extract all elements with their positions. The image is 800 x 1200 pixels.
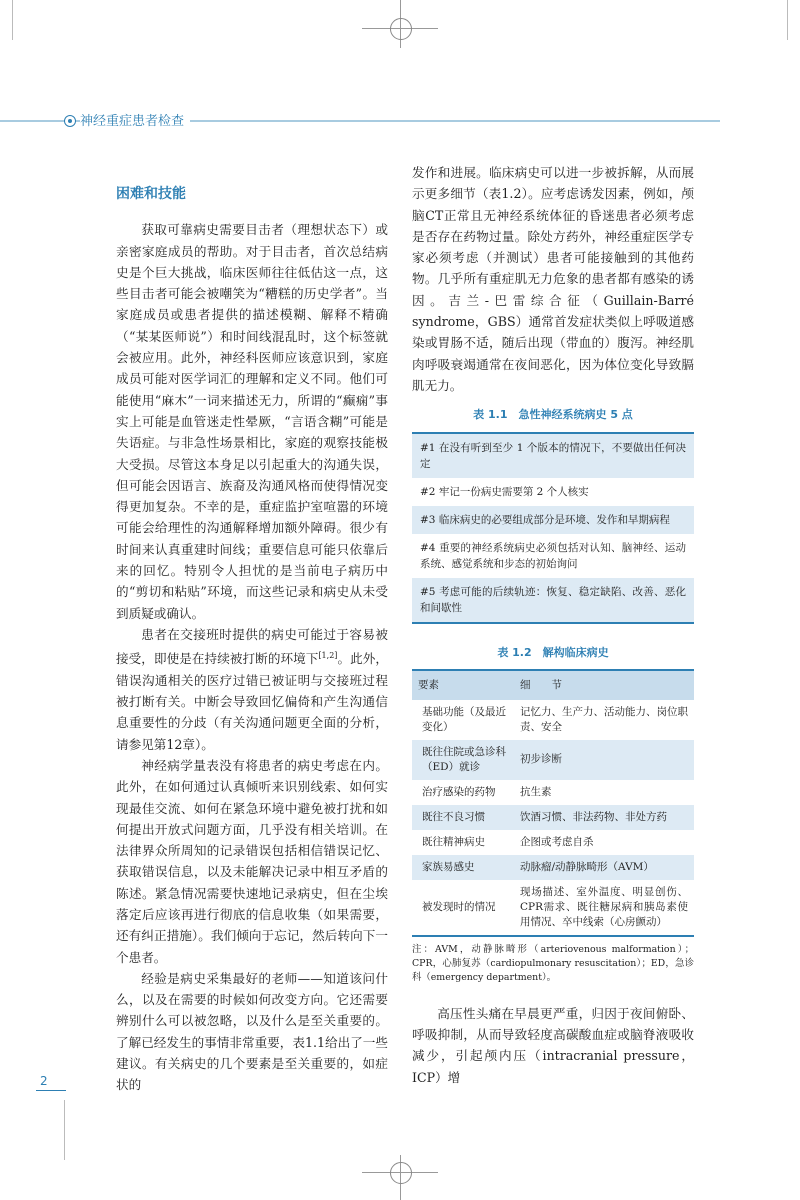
table-cell: 抗生素 [520, 785, 552, 798]
table-cell: 被发现时的情况 [422, 900, 496, 913]
table-row: #2 牢记一份病史需要第 2 个人核实 [420, 485, 589, 498]
table-cell: 现场描述、室外温度、明显创伤、CPR需求、既往糖尿病和胰岛素使用情况、卒中线索（心房颤动） [520, 885, 688, 928]
table-1 [412, 432, 694, 624]
margin-line-left [12, 0, 13, 40]
table-row [412, 855, 694, 880]
paragraph: 患者在交接班时提供的病史可能过于容易被接受，即使是在持续被打断的环境下[1,2]。此外，错误沟通相关的医疗过错已被证明与交接班过程被打断有关。中断会导致回忆偏倚和产生沟通信息重要性的分歧（有关沟通问题更全面的分析，请参见第12章）。 [116, 626, 389, 752]
table-cell: 企图或考虑自杀 [520, 835, 594, 848]
table-cell: 治疗感染的药物 [422, 785, 496, 798]
table-cell: 既往精神病史 [422, 835, 485, 848]
table-cell: 动脉瘤/动静脉畸形（AVM） [514, 855, 694, 880]
table-cell: 家族易感史 [412, 855, 514, 880]
running-header-title: 神经重症患者检查 [80, 110, 190, 129]
table-row [412, 805, 694, 830]
table-cell: 初步诊断 [514, 740, 694, 780]
table-2 [412, 669, 694, 937]
table-row [412, 830, 694, 855]
table-note: 注：AVM，动静脉畸形（arteriovenous malformation）；CPR，心肺复苏（cardiopulmonary resuscitation）；ED，急诊科（emergency department）。 [412, 943, 694, 983]
table-row [412, 700, 694, 740]
table-cell: 基础功能（及最近变化） [422, 705, 506, 733]
table-cell: 饮酒习惯、非法药物、非处方药 [514, 805, 694, 830]
paragraph: 发作和进展。临床病史可以进一步被拆解，从而展示更多细节（表1.2）。应考虑诱发因素，例如，颅脑CT正常且无神经系统体征的昏迷患者必须考虑是否存在药物过量。除处方药外，神经重症医学专家必须考虑（并测试）患者可能接触到的其他药物。几乎所有重症肌无力危象的患者都有感染的诱因。吉兰-巴雷综合征（Guillain-Barré syndrome，GBS）通常首发症状类似上呼吸道感染或胃肠不适，随后出现（带血的）腹泻。神经肌肉呼吸衰竭通常在夜间恶化，因为体位变化导致膈肌无力。 [412, 165, 694, 393]
page-number-rule [36, 1090, 66, 1091]
margin-line-bottom-left [64, 1100, 65, 1160]
table-row: #1 在没有听到至少 1 个版本的情况下，不要做出任何决定 [412, 434, 694, 478]
table-row [412, 880, 694, 936]
paragraph: 神经病学量表没有将患者的病史考虑在内。此外，在如何通过认真倾听来识别线索、如何实现最佳交流、如何在紧急环境中避免被打扰和如何提出开放式问题方面，几乎没有相关培训。在法律界众所周知的记录错误包括相信错误记忆、获取错误信息，以及未能解决记录中相互矛盾的陈述。紧急情况需要快速地记录病史，但在尘埃落定后应该再进行彻底的信息收集（如果需要，还有纠正措施）。我们倾向于忘记，然后转向下一个患者。 [116, 757, 388, 965]
left-column [116, 162, 388, 1096]
table-row [412, 740, 694, 780]
registration-mark-bottom [390, 1162, 412, 1184]
header-bullet-icon [64, 115, 76, 127]
table-header-cell: 要素 [412, 670, 514, 700]
margin-line-right [787, 0, 788, 40]
table-row: #4 重要的神经系统病史必须包括对认知、脑神经、运动系统、感觉系统和步态的初始询问 [420, 541, 686, 570]
table-header-cell: 细 节 [514, 670, 694, 700]
table-cell: 记忆力、生产力、活动能力、岗位职责、安全 [520, 705, 688, 733]
paragraph: 经验是病史采集最好的老师——知道该问什么，以及在需要的时候如何改变方向。它还需要辨别什么可以被忽略，以及什么是至关重要的。了解已经发生的事情非常重要，表1.1给出了一些建议。有关病史的几个要素是至关重要的，如症状的 [116, 970, 388, 1093]
page-number: 2 [40, 1074, 48, 1088]
table-cell: 既往不良习惯 [412, 805, 514, 830]
table-1-title: 表 1.1 急性神经系统病史 5 点 [473, 408, 633, 422]
registration-mark-top [390, 18, 412, 40]
table-2-title: 表 1.2 解构临床病史 [497, 645, 609, 659]
table-row: #5 考虑可能的后续轨迹：恢复、稳定缺陷、改善、恶化和间歇性 [412, 578, 694, 622]
section-title: 困难和技能 [116, 186, 186, 202]
paragraph: 高压性头痛在早晨更严重，归因于夜间俯卧、呼吸抑制，从而导致轻度高碳酸血症或脑脊液吸收减少，引起颅内压（intracranial pressure，ICP）增 [412, 1005, 694, 1085]
table-cell: 既往住院或急诊科（ED）就诊 [412, 740, 514, 780]
table-row: #3 临床病史的必要组成部分是环境、发作和早期病程 [412, 506, 694, 534]
table-row [412, 780, 694, 805]
right-column [412, 162, 694, 1088]
paragraph: 获取可靠病史需要目击者（理想状态下）或亲密家庭成员的帮助。对于目击者，首次总结病史是个巨大挑战，临床医师往往低估这一点，这些目击者可能会被嘲笑为“糟糕的历史学者”。当家庭成员或患者提供的描述模糊、解释不精确（“某某医师说”）和时间线混乱时，这个标签就会被应用。此外，神经科医师应该意识到，家庭成员可能对医学词汇的理解和定义不同。他们可能使用“麻木”一词来描述无力，所谓的“癫痫”事实上可能是血管迷走性晕厥，“言语含糊”可能是失语症。与非急性场景相比，家庭的观察技能极大受损。尽管这本身足以引起重大的沟通失误，但可能会因语言、族裔及沟通风格而使得情况变得更加复杂。不幸的是，重症监护室喧嚣的环境可能会给理性的沟通解释增加额外障碍。很少有时间来认真重建时间线；重要信息可能只依靠后来的回忆。特别令人担忧的是当前电子病历中的“剪切和粘贴”环境，而这些记录和病史从未受到质疑或确认。 [116, 222, 388, 621]
citation: [1,2] [318, 651, 338, 661]
